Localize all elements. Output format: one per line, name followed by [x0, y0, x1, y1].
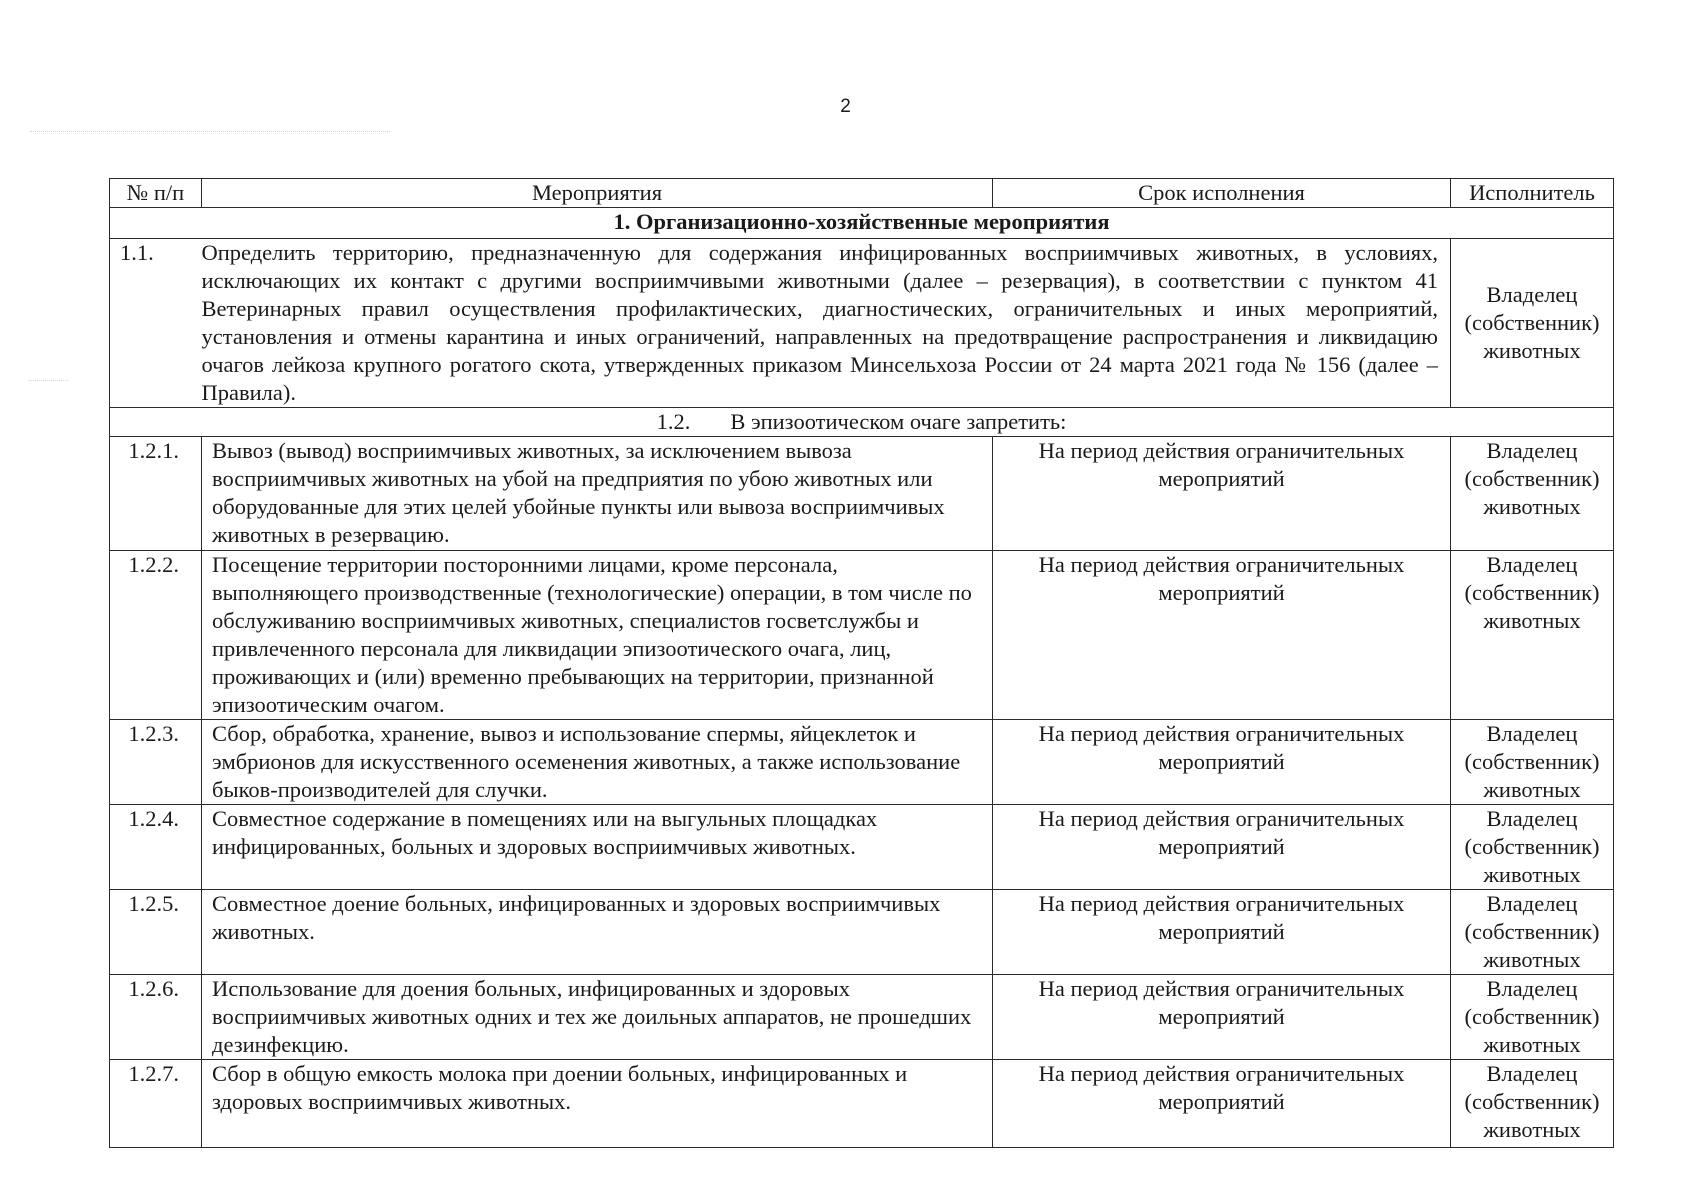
header-num: № п/п — [110, 179, 202, 208]
scan-artifact-mark — [28, 380, 68, 381]
row-executor: Владелец (собственник) животных — [1451, 975, 1614, 1060]
table-row — [110, 805, 1614, 890]
page-number: 2 — [840, 96, 851, 117]
row-activity: Совместное доение больных, инфицированных и здоровых восприимчивых животных. — [202, 890, 993, 975]
header-activity: Мероприятия — [202, 179, 993, 208]
row-activity: Сбор в общую емкость молока при доении больных, инфицированных и здоровых восприимчивых животных. — [202, 1060, 993, 1148]
row-activity: Использование для доения больных, инфицированных и здоровых восприимчивых животных одних и тех же доильных аппаратов, не прошедших дезинфекцию. — [202, 975, 993, 1060]
subsection-text: В эпизоотическом очаге запретить: — [730, 409, 1067, 434]
row-activity: Совместное содержание в помещениях или на выгульных площадках инфицированных, больных и здоровых восприимчивых животных. — [202, 805, 993, 890]
table-header-row — [110, 179, 1614, 208]
row-number: 1.2.5. — [110, 890, 202, 975]
row-number: 1.2.3. — [110, 720, 202, 805]
table-row — [110, 975, 1614, 1060]
scan-artifact-line — [30, 131, 390, 132]
row-executor: Владелец (собственник) животных — [1451, 551, 1614, 720]
table-row — [110, 720, 1614, 805]
row-executor: Владелец (собственник) животных — [1451, 805, 1614, 890]
subsection-number: 1.2. — [656, 409, 691, 434]
header-term: Срок исполнения — [993, 179, 1451, 208]
row-term: На период действия ограничительных мероприятий — [993, 720, 1451, 805]
subsection-title — [110, 408, 1614, 437]
row-term: На период действия ограничительных мероприятий — [993, 890, 1451, 975]
row-number: 1.1. — [110, 239, 202, 408]
row-number: 1.2.4. — [110, 805, 202, 890]
row-executor: Владелец (собственник) животных — [1451, 1060, 1614, 1148]
table-row — [110, 1060, 1614, 1148]
section-row — [110, 208, 1614, 239]
row-term: На период действия ограничительных мероприятий — [993, 551, 1451, 720]
row-executor: Владелец (собственник) животных — [1451, 437, 1614, 551]
row-term: На период действия ограничительных мероприятий — [993, 805, 1451, 890]
row-activity: Вывоз (вывод) восприимчивых животных, за исключением вывоза восприимчивых животных на убой на предприятия по убою животных или оборудованные для этих целей убойные пункты или вывоза восприимчивых животных в резервацию. — [202, 437, 993, 551]
subsection-row — [110, 408, 1614, 437]
row-executor: Владелец (собственник) животных — [1451, 720, 1614, 805]
header-executor: Исполнитель — [1451, 179, 1614, 208]
row-number: 1.2.2. — [110, 551, 202, 720]
row-executor: Владелец (собственник) животных — [1451, 239, 1614, 408]
table-row — [110, 890, 1614, 975]
row-activity: Сбор, обработка, хранение, вывоз и использование спермы, яйцеклеток и эмбрионов для искусственного осеменения животных, а также использование быков-производителей для случки. — [202, 720, 993, 805]
row-term: На период действия ограничительных мероприятий — [993, 975, 1451, 1060]
row-activity: Посещение территории посторонними лицами, кроме персонала, выполняющего производственные (технологические) операции, в том числе по обслуживанию восприимчивых животных, специалистов госветслужбы и привлеченного персонала для ликвидации эпизоотического очага, лиц, проживающих и (или) временно пребывающих на территории, признанной эпизоотическим очагом. — [202, 551, 993, 720]
table-row — [110, 551, 1614, 720]
row-activity: Определить территорию, предназначенную для содержания инфицированных восприимчивых животных, в условиях, исключающих их контакт с другими восприимчивыми животными (далее – резервация), в соответствии с пунктом 41 Ветеринарных правил осуществления профилактических, диагностических, ограничительных и иных мероприятий, установления и отмены карантина и иных ограничений, направленных на предотвращение распространения и ликвидацию очагов лейкоза крупного рогатого скота, утвержденных приказом Минсельхоза России от 24 марта 2021 года № 156 (далее – Правила). — [202, 239, 1451, 408]
row-number: 1.2.1. — [110, 437, 202, 551]
row-executor: Владелец (собственник) животных — [1451, 890, 1614, 975]
table-row — [110, 437, 1614, 551]
measures-table — [109, 178, 1614, 1148]
row-number: 1.2.6. — [110, 975, 202, 1060]
row-number: 1.2.7. — [110, 1060, 202, 1148]
row-term: На период действия ограничительных мероприятий — [993, 437, 1451, 551]
row-term: На период действия ограничительных мероприятий — [993, 1060, 1451, 1148]
table-row-1-1 — [110, 239, 1614, 408]
section-title: 1. Организационно-хозяйственные мероприятия — [110, 208, 1614, 239]
